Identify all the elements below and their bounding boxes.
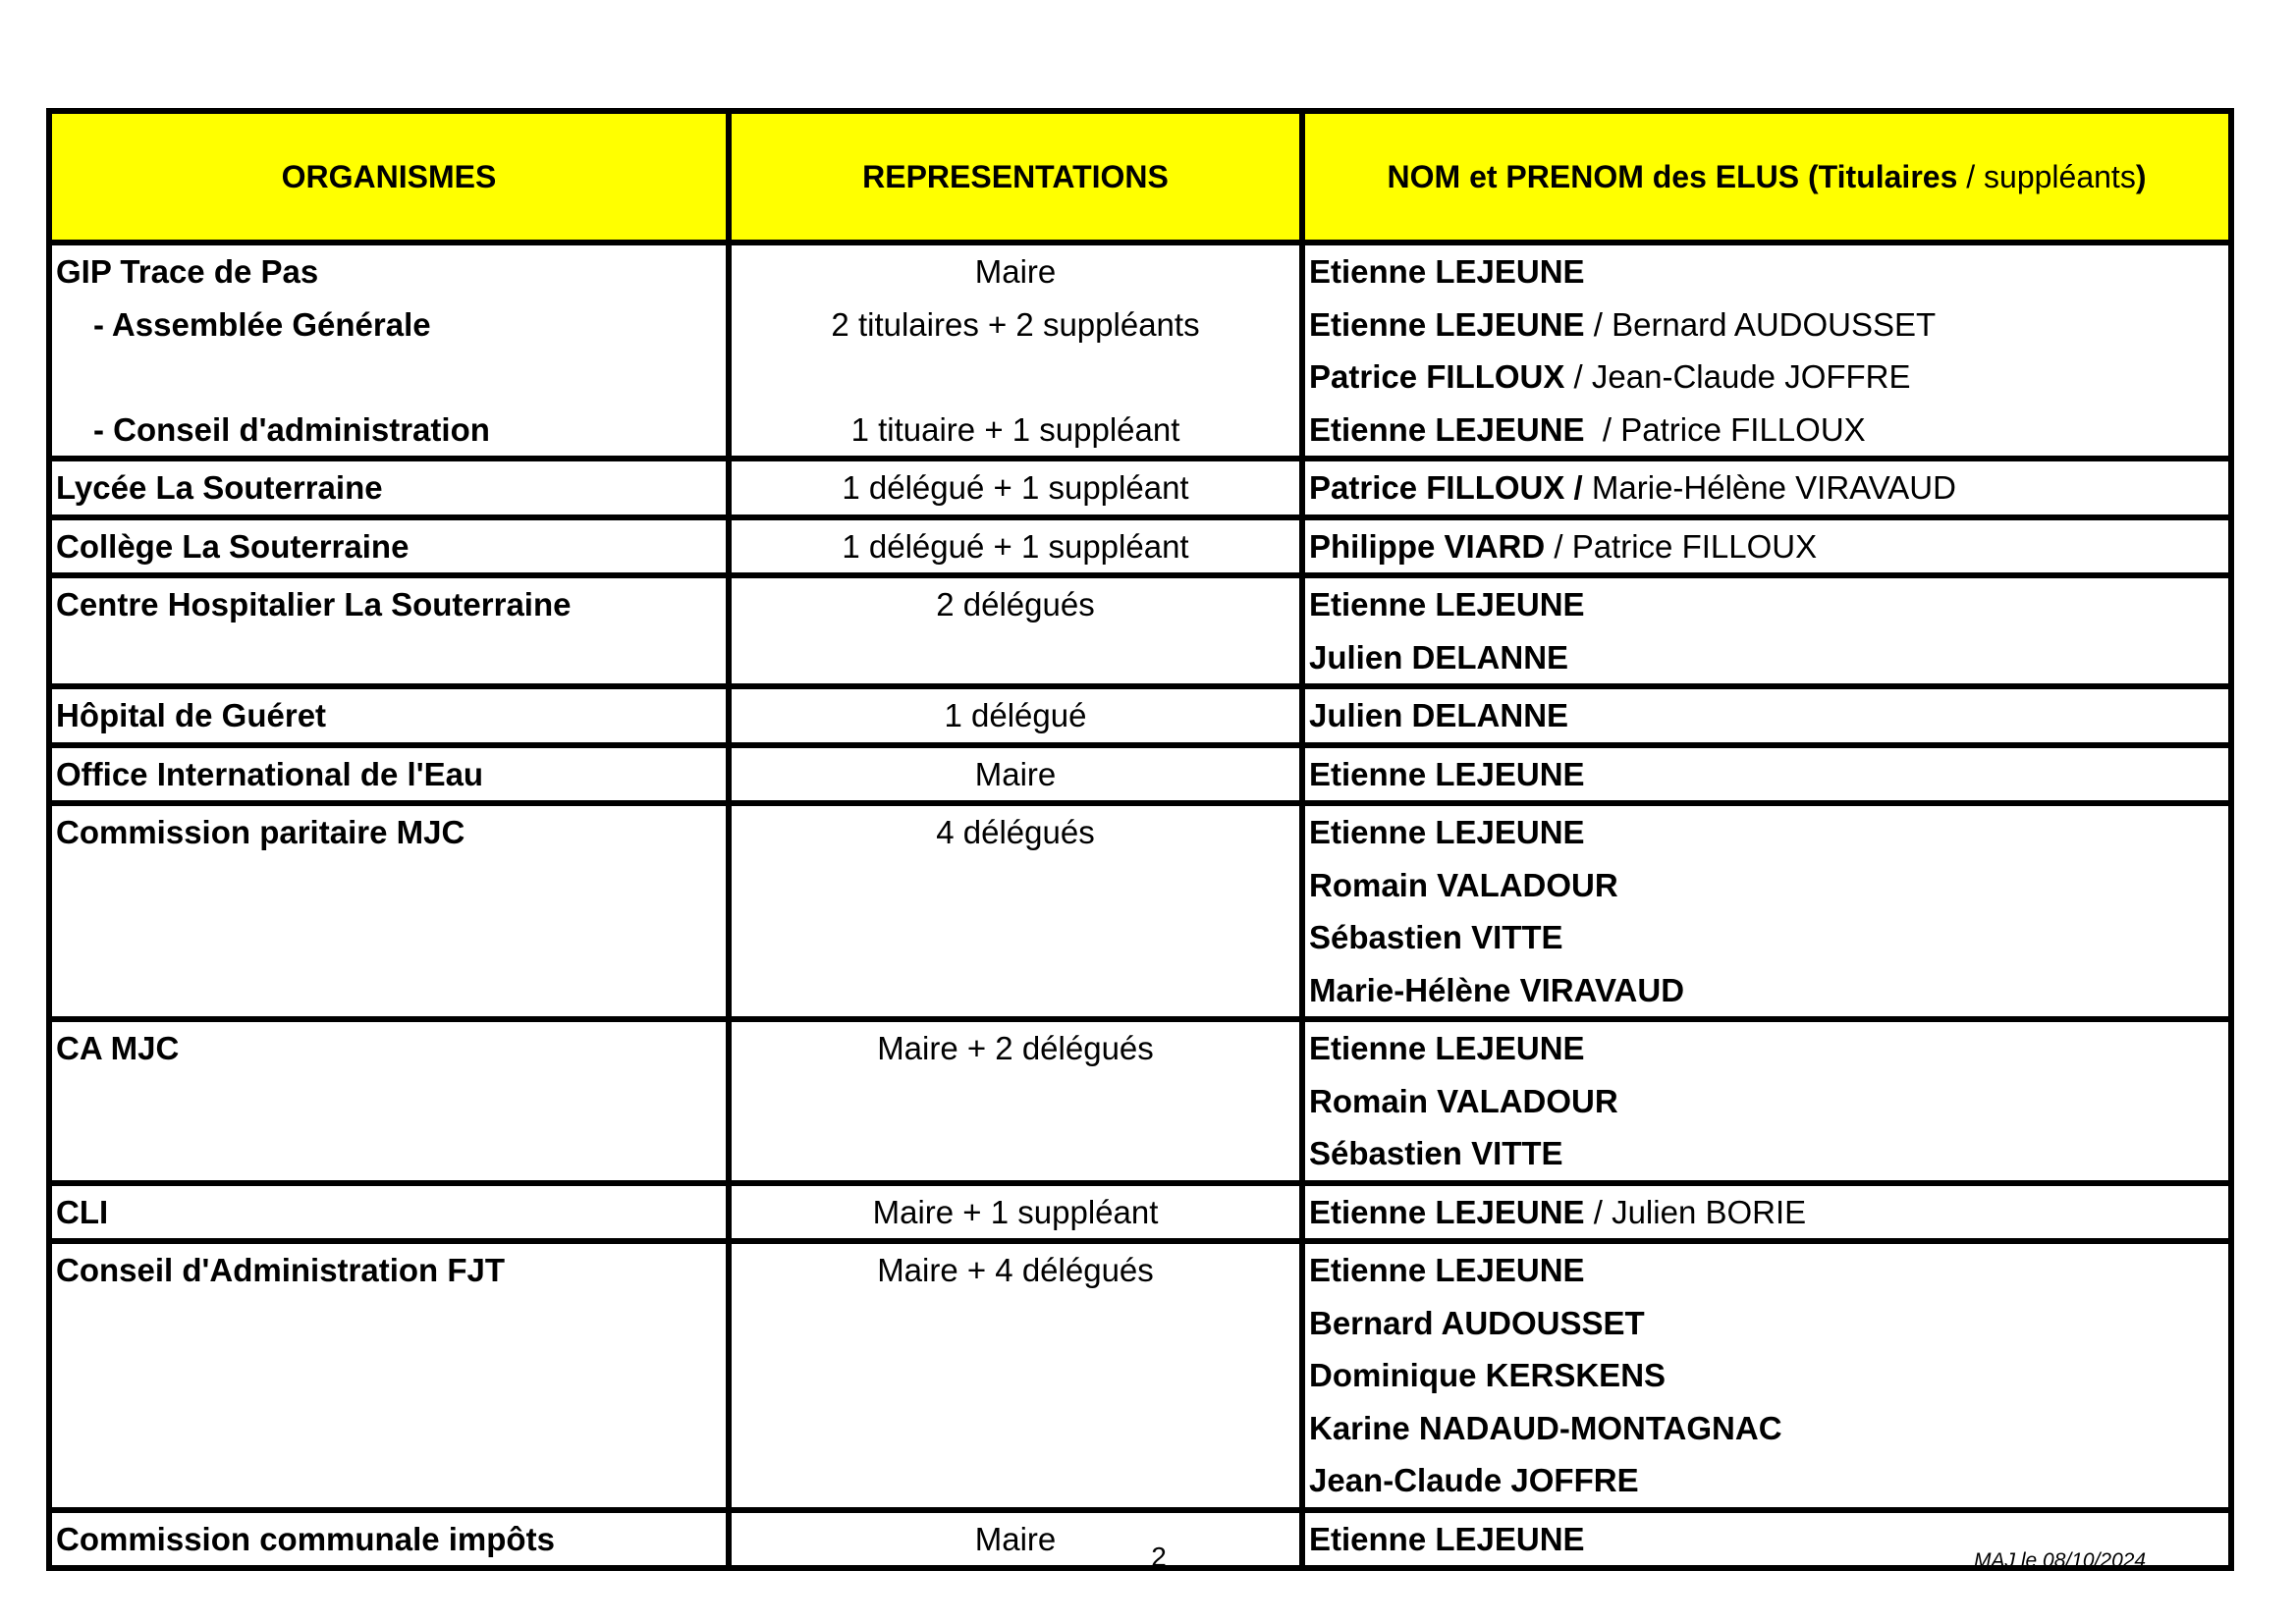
- representation-line: Maire: [974, 1520, 1057, 1557]
- suppleant-name: / Julien BORIE: [1584, 1193, 1807, 1230]
- elu-line: [1309, 748, 2224, 801]
- representation-line: 1 délégué + 1 suppléant: [842, 527, 1189, 565]
- page-number: 2: [1151, 1542, 1167, 1572]
- organisme-cell: [49, 243, 729, 459]
- representation-line: Maire: [974, 253, 1057, 290]
- organisme-line: Commission communale impôts: [56, 1520, 555, 1557]
- representation-line: Maire + 1 suppléant: [872, 1193, 1159, 1230]
- elu-line: [1309, 245, 2224, 298]
- elu-line: [1309, 1127, 2224, 1180]
- header-noms-elus-part-b: / suppléants: [1957, 158, 2136, 194]
- header-representations: REPRESENTATIONS: [729, 111, 1302, 243]
- elus-cell: [1302, 803, 2231, 1019]
- organisme-line: - Conseil d'administration: [93, 410, 490, 448]
- organisme-cell: [49, 517, 729, 576]
- elus-cell: [1302, 1183, 2231, 1242]
- titulaire-name: Etienne LEJEUNE: [1309, 410, 1585, 448]
- elu-line: [1309, 689, 2224, 742]
- representations-table: [46, 108, 2234, 1571]
- representation-line: 1 délégué: [944, 697, 1087, 733]
- representation-cell: [729, 243, 1302, 459]
- organisme-cell: [49, 1241, 729, 1510]
- elu-line: [1309, 1022, 2224, 1075]
- titulaire-name: Etienne LEJEUNE: [1309, 586, 1585, 623]
- representation-cell: [729, 745, 1302, 804]
- suppleant-name: / Bernard AUDOUSSET: [1584, 305, 1937, 343]
- elu-line: [1309, 911, 2224, 964]
- organisme-line: CLI: [56, 1193, 109, 1230]
- header-organismes: ORGANISMES: [49, 111, 729, 243]
- elu-line: [1309, 631, 2224, 684]
- elu-line: [1309, 1297, 2224, 1350]
- elus-cell: [1302, 517, 2231, 576]
- table-row: [49, 686, 2231, 745]
- organisme-cell: [49, 1019, 729, 1183]
- organisme-line: Lycée La Souterraine: [56, 469, 383, 506]
- titulaire-name: Julien DELANNE: [1309, 638, 1569, 676]
- header-noms-elus-part-c: ): [2135, 158, 2147, 194]
- representation-line: 4 délégués: [936, 814, 1095, 850]
- titulaire-name: Etienne LEJEUNE: [1309, 1193, 1585, 1230]
- titulaire-name: Patrice FILLOUX /: [1309, 469, 1583, 506]
- representation-cell: [729, 517, 1302, 576]
- organisme-cell: [49, 803, 729, 1019]
- table-body: [49, 243, 2231, 1568]
- representation-cell: [729, 1019, 1302, 1183]
- organisme-line: GIP Trace de Pas: [56, 253, 319, 290]
- elu-line: [1309, 578, 2224, 631]
- table-row: [49, 1241, 2231, 1510]
- titulaire-name: Etienne LEJEUNE: [1309, 305, 1585, 343]
- suppleant-name: / Jean-Claude JOFFRE: [1564, 358, 1911, 395]
- representation-cell: [729, 1241, 1302, 1510]
- titulaire-name: Jean-Claude JOFFRE: [1309, 1462, 1639, 1498]
- organisme-line: CA MJC: [56, 1030, 180, 1066]
- elu-line: [1309, 404, 2224, 457]
- organisme-cell: [49, 745, 729, 804]
- table-row: [49, 517, 2231, 576]
- representation-line: Maire + 2 délégués: [877, 1030, 1154, 1066]
- elu-line: [1309, 351, 2224, 404]
- representation-cell: [729, 803, 1302, 1019]
- titulaire-name: Etienne LEJEUNE: [1309, 1520, 1585, 1557]
- elu-line: [1309, 1349, 2224, 1402]
- organisme-cell: [49, 459, 729, 517]
- elus-cell: [1302, 1241, 2231, 1510]
- update-date-note: MAJ le 08/10/2024: [1974, 1549, 2147, 1572]
- representation-line: 1 délégué + 1 suppléant: [842, 469, 1189, 506]
- elus-cell: [1302, 745, 2231, 804]
- titulaire-name: Etienne LEJEUNE: [1309, 253, 1585, 290]
- representation-line: 2 titulaires + 2 suppléants: [831, 305, 1200, 343]
- organisme-cell: [49, 575, 729, 686]
- organisme-line: Centre Hospitalier La Souterraine: [56, 586, 572, 623]
- titulaire-name: Sébastien VITTE: [1309, 919, 1563, 955]
- header-noms-elus: [1302, 111, 2231, 243]
- table-header-row: [49, 111, 2231, 243]
- organisme-line: Office International de l'Eau: [56, 755, 484, 792]
- elus-cell: [1302, 243, 2231, 459]
- titulaire-name: Julien DELANNE: [1309, 697, 1569, 733]
- representation-cell: [729, 575, 1302, 686]
- suppleant-name: / Patrice FILLOUX: [1545, 527, 1818, 565]
- organisme-line: Conseil d'Administration FJT: [56, 1252, 506, 1288]
- table-row: [49, 243, 2231, 459]
- elu-line: [1309, 298, 2224, 352]
- titulaire-name: Romain VALADOUR: [1309, 1082, 1618, 1119]
- elu-line: [1309, 1244, 2224, 1297]
- representation-cell: [729, 459, 1302, 517]
- elu-line: [1309, 1402, 2224, 1455]
- elus-cell: [1302, 459, 2231, 517]
- organisme-cell: [49, 1510, 729, 1569]
- titulaire-name: Sébastien VITTE: [1309, 1135, 1563, 1171]
- titulaire-name: Dominique KERSKENS: [1309, 1357, 1667, 1393]
- elu-line: [1309, 964, 2224, 1017]
- elu-line: [1309, 1186, 2224, 1239]
- representation-cell: [729, 1183, 1302, 1242]
- table-row: [49, 1019, 2231, 1183]
- elu-line: [1309, 461, 2224, 514]
- elu-line: [1309, 859, 2224, 912]
- organisme-line: Commission paritaire MJC: [56, 814, 465, 850]
- suppleant-name: Marie-Hélène VIRAVAUD: [1582, 469, 1956, 506]
- representation-line: Maire: [974, 755, 1057, 792]
- representation-cell: [729, 686, 1302, 745]
- titulaire-name: Philippe VIARD: [1309, 527, 1546, 565]
- organisme-line: - Assemblée Générale: [93, 305, 431, 343]
- representation-line: [736, 351, 1295, 404]
- titulaire-name: Etienne LEJEUNE: [1309, 1252, 1585, 1288]
- organisme-line: [56, 351, 722, 404]
- representation-line: 2 délégués: [936, 586, 1095, 623]
- titulaire-name: Etienne LEJEUNE: [1309, 755, 1585, 792]
- organisme-cell: [49, 1183, 729, 1242]
- titulaire-name: Bernard AUDOUSSET: [1309, 1304, 1645, 1341]
- representation-cell: [729, 1510, 1302, 1569]
- titulaire-name: Etienne LEJEUNE: [1309, 814, 1585, 850]
- table-row: [49, 459, 2231, 517]
- table-row: [49, 575, 2231, 686]
- elu-line: [1309, 806, 2224, 859]
- titulaire-name: Marie-Hélène VIRAVAUD: [1309, 971, 1685, 1008]
- elu-line: [1309, 1075, 2224, 1128]
- titulaire-name: Etienne LEJEUNE: [1309, 1030, 1585, 1066]
- titulaire-name: Romain VALADOUR: [1309, 866, 1618, 903]
- header-noms-elus-part-a: NOM et PRENOM des ELUS (Titulaires: [1387, 158, 1958, 194]
- elus-cell: [1302, 686, 2231, 745]
- organisme-line: Collège La Souterraine: [56, 527, 410, 565]
- representation-line: 1 tituaire + 1 suppléant: [850, 410, 1180, 448]
- representation-line: Maire + 4 délégués: [877, 1252, 1154, 1288]
- suppleant-name: / Patrice FILLOUX: [1584, 410, 1866, 448]
- table-row: [49, 745, 2231, 804]
- titulaire-name: Patrice FILLOUX: [1309, 358, 1565, 395]
- elus-cell: [1302, 575, 2231, 686]
- organisme-cell: [49, 686, 729, 745]
- elus-cell: [1302, 1019, 2231, 1183]
- organisme-line: Hôpital de Guéret: [56, 697, 327, 733]
- elu-line: [1309, 520, 2224, 573]
- elu-line: [1309, 1454, 2224, 1507]
- titulaire-name: Karine NADAUD-MONTAGNAC: [1309, 1409, 1782, 1446]
- table-row: [49, 1183, 2231, 1242]
- table-row: [49, 803, 2231, 1019]
